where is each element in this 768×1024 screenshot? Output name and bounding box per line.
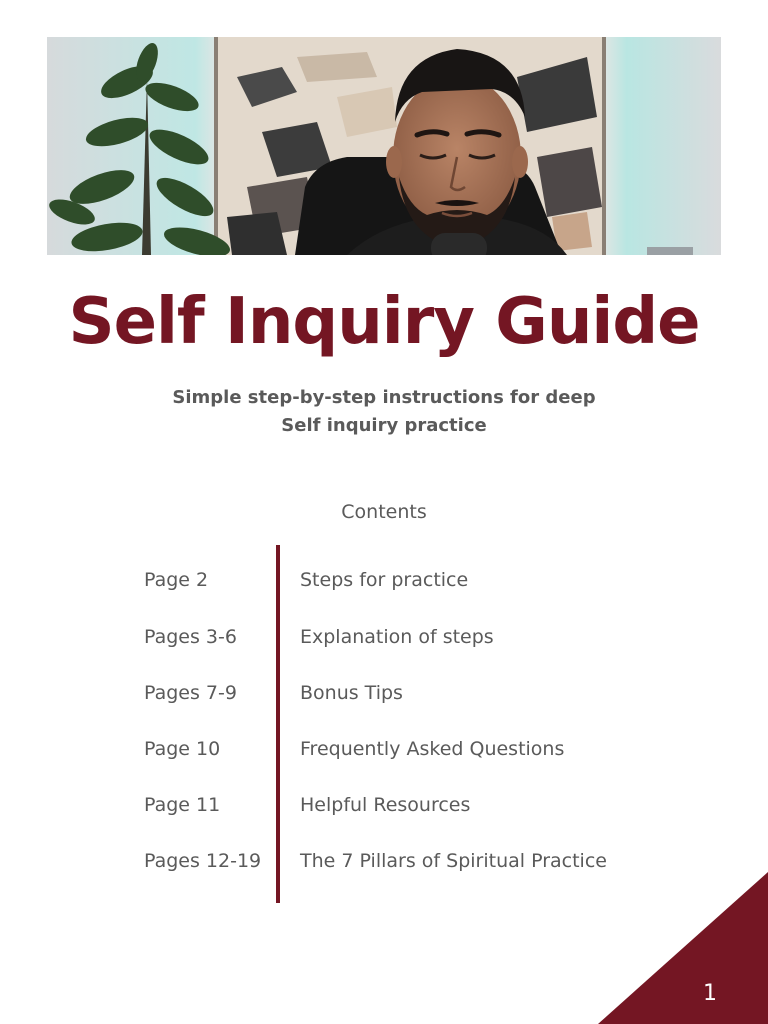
hero-photo <box>47 37 721 255</box>
contents-item-pages: Pages 12-19 <box>144 850 262 872</box>
document-title: Self Inquiry Guide <box>68 285 700 359</box>
page-number: 1 <box>703 981 717 1006</box>
contents-heading: Contents <box>341 501 427 523</box>
contents-item-pages: Page 10 <box>144 738 221 760</box>
document-subtitle <box>134 384 634 440</box>
contents-item-title: Frequently Asked Questions <box>300 738 565 760</box>
subtitle-line-1: Simple step-by-step instructions for deep <box>172 387 596 408</box>
contents-item <box>0 790 768 820</box>
contents-item <box>0 622 768 652</box>
contents-item <box>0 678 768 708</box>
contents-item-pages: Page 11 <box>144 794 221 816</box>
contents-item <box>0 734 768 764</box>
contents-item-pages: Pages 3-6 <box>144 626 237 648</box>
contents-item-pages: Page 2 <box>144 569 209 591</box>
contents-item-title: Helpful Resources <box>300 794 471 816</box>
contents-item <box>0 565 768 595</box>
contents-item-title: Steps for practice <box>300 569 469 591</box>
subtitle-line-2: Self inquiry practice <box>281 415 487 436</box>
contents-item-title: Explanation of steps <box>300 626 494 648</box>
contents-item-title: Bonus Tips <box>300 682 403 704</box>
contents-item-pages: Pages 7-9 <box>144 682 237 704</box>
corner-triangle-decoration <box>598 872 768 1024</box>
contents-item-title: The 7 Pillars of Spiritual Practice <box>300 850 607 872</box>
